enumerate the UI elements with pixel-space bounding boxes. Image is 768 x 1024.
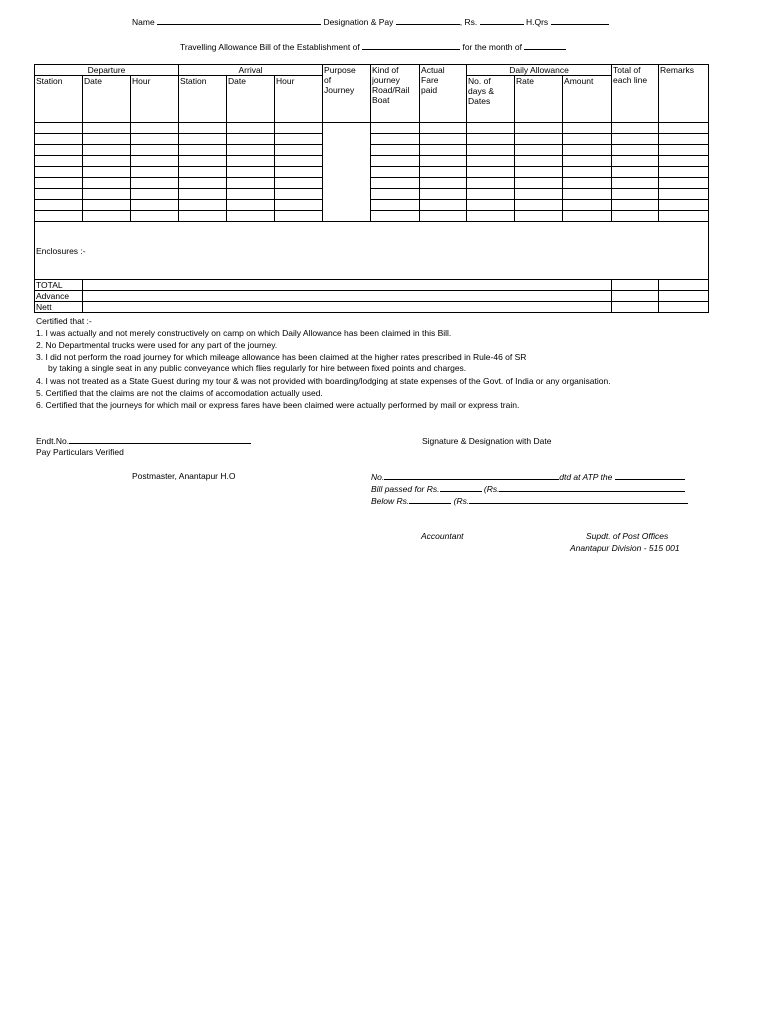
table-cell[interactable] — [35, 156, 83, 167]
nett-span[interactable] — [83, 302, 612, 313]
below-label: Below Rs. — [371, 496, 410, 506]
table-cell[interactable] — [659, 145, 709, 156]
table-cell[interactable] — [612, 200, 659, 211]
table-cell[interactable] — [275, 200, 323, 211]
bill-rs-paren: (Rs. — [483, 484, 500, 494]
table-cell[interactable] — [83, 189, 131, 200]
postmaster-label: Postmaster, Anantapur H.O — [132, 471, 236, 481]
col-remarks: Remarks — [659, 65, 709, 123]
no-field[interactable] — [384, 471, 559, 480]
table-row — [35, 145, 709, 156]
col-total-1: Total of — [613, 65, 641, 75]
table-cell[interactable] — [563, 145, 612, 156]
below-line — [371, 495, 688, 506]
no-line — [371, 471, 685, 482]
table-cell[interactable] — [35, 145, 83, 156]
table-cell[interactable] — [659, 211, 709, 222]
division-label: Anantapur Division - 515 001 — [570, 543, 680, 553]
table-cell[interactable] — [227, 178, 275, 189]
col-kind-3: Road/Rail — [372, 85, 410, 95]
table-cell[interactable] — [83, 211, 131, 222]
table-cell[interactable] — [179, 189, 227, 200]
hqrs-field[interactable] — [551, 16, 609, 25]
rs-field[interactable] — [480, 16, 524, 25]
designation-field[interactable] — [396, 16, 460, 25]
cert-item-4: 4. I was not treated as a State Guest during my tour & was not provided with boarding/lodging at state expenses of the Govt. of India or any organisation. — [36, 376, 611, 386]
table-cell[interactable] — [83, 200, 131, 211]
table-cell[interactable] — [83, 167, 131, 178]
cert-item-3b: by taking a single seat in any public conveyance which flies regularly for hire between fixed points and charges. — [48, 363, 467, 373]
nett-remarks[interactable] — [659, 302, 709, 313]
table-cell[interactable] — [563, 189, 612, 200]
table-cell[interactable] — [35, 167, 83, 178]
table-cell[interactable] — [420, 123, 467, 134]
bill-passed-line — [371, 483, 685, 494]
table-cell[interactable] — [659, 189, 709, 200]
table-cell[interactable] — [371, 178, 420, 189]
table-cell[interactable] — [131, 156, 179, 167]
date-field[interactable] — [615, 471, 685, 480]
name-label: Name — [132, 17, 155, 27]
col-purpose — [323, 65, 371, 123]
col-total — [612, 65, 659, 123]
table-cell[interactable] — [35, 178, 83, 189]
title-prefix: Travelling Allowance Bill of the Establishment of — [180, 42, 360, 52]
table-cell[interactable] — [275, 167, 323, 178]
table-cell[interactable] — [275, 178, 323, 189]
col-date: Date — [83, 76, 131, 123]
hqrs-label: H.Qrs — [525, 17, 549, 27]
table-cell[interactable] — [131, 189, 179, 200]
endt-line — [36, 435, 251, 446]
col-kind — [371, 65, 420, 123]
enclosures-row — [35, 222, 709, 280]
table-cell[interactable] — [420, 167, 467, 178]
ta-table — [34, 64, 709, 313]
table-cell[interactable] — [371, 145, 420, 156]
table-row — [35, 134, 709, 145]
table-cell[interactable] — [420, 211, 467, 222]
table-cell[interactable] — [467, 200, 515, 211]
table-cell[interactable] — [371, 189, 420, 200]
table-cell[interactable] — [371, 134, 420, 145]
total-row — [35, 280, 709, 291]
table-cell[interactable] — [131, 134, 179, 145]
table-row — [35, 189, 709, 200]
establishment-field[interactable] — [362, 41, 460, 50]
table-cell[interactable] — [83, 156, 131, 167]
group-departure: Departure — [35, 65, 179, 76]
table-row — [35, 200, 709, 211]
table-cell[interactable] — [83, 134, 131, 145]
table-cell[interactable] — [131, 123, 179, 134]
table-cell[interactable] — [131, 178, 179, 189]
table-cell[interactable] — [227, 156, 275, 167]
below-amount-field[interactable] — [409, 495, 451, 504]
table-cell[interactable] — [563, 178, 612, 189]
table-cell[interactable] — [515, 167, 563, 178]
table-cell[interactable] — [227, 134, 275, 145]
table-cell[interactable] — [563, 123, 612, 134]
table-row — [35, 211, 709, 222]
col-days-1: No. of — [468, 76, 491, 86]
col-amount: Amount — [563, 76, 612, 123]
col-fare-3: paid — [421, 85, 438, 95]
total-value[interactable] — [612, 280, 659, 291]
enclosures-label[interactable]: Enclosures :- — [35, 222, 709, 280]
group-arrival: Arrival — [179, 65, 323, 76]
table-cell[interactable] — [275, 134, 323, 145]
table-cell[interactable] — [612, 178, 659, 189]
col-date-arrival: Date — [227, 76, 275, 123]
table-cell[interactable] — [420, 156, 467, 167]
table-cell[interactable] — [515, 189, 563, 200]
table-cell[interactable] — [275, 145, 323, 156]
col-hour-arrival: Hour — [275, 76, 323, 123]
table-cell[interactable] — [659, 200, 709, 211]
table-cell[interactable] — [612, 123, 659, 134]
table-cell[interactable] — [467, 167, 515, 178]
dtd-label: dtd at ATP the — [559, 472, 613, 482]
group-daily: Daily Allowance — [467, 65, 612, 76]
table-cell[interactable] — [131, 145, 179, 156]
table-cell[interactable] — [83, 145, 131, 156]
col-days — [467, 76, 515, 123]
col-fare — [420, 65, 467, 123]
table-cell[interactable] — [227, 211, 275, 222]
title-mid: for the month of — [462, 42, 522, 52]
designation-label: Designation & Pay — [323, 17, 394, 27]
nett-value[interactable] — [612, 302, 659, 313]
table-cell[interactable] — [371, 211, 420, 222]
col-days-2: days & — [468, 86, 495, 96]
table-cell[interactable] — [467, 211, 515, 222]
col-kind-1: Kind of — [372, 65, 399, 75]
pay-verified: Pay Particulars Verified — [36, 447, 124, 457]
table-cell[interactable] — [227, 189, 275, 200]
table-cell[interactable] — [179, 167, 227, 178]
col-fare-1: Actual — [421, 65, 445, 75]
table-cell[interactable] — [131, 200, 179, 211]
total-remarks[interactable] — [659, 280, 709, 291]
bill-words-field[interactable] — [499, 483, 685, 492]
cert-item-3a: 3. I did not perform the road journey for which mileage allowance has been claimed at the higher rates prescribed in Rule-46 of SR — [36, 352, 527, 362]
table-cell[interactable] — [563, 167, 612, 178]
table-cell[interactable] — [515, 211, 563, 222]
bill-passed-label: Bill passed for Rs. — [371, 484, 440, 494]
no-label: No. — [371, 472, 385, 482]
table-cell[interactable] — [179, 123, 227, 134]
table-cell[interactable] — [275, 156, 323, 167]
advance-row — [35, 291, 709, 302]
table-cell[interactable] — [83, 178, 131, 189]
advance-remarks[interactable] — [659, 291, 709, 302]
table-cell[interactable] — [420, 200, 467, 211]
table-cell[interactable] — [179, 211, 227, 222]
col-fare-2: Fare — [421, 75, 439, 85]
table-cell[interactable] — [420, 189, 467, 200]
table-cell[interactable] — [515, 123, 563, 134]
advance-label: Advance — [35, 291, 83, 302]
table-cell[interactable] — [515, 200, 563, 211]
table-cell[interactable] — [515, 156, 563, 167]
table-cell[interactable] — [179, 178, 227, 189]
header-line — [132, 16, 609, 27]
col-purpose-1: Purpose — [324, 65, 356, 75]
table-cell[interactable] — [371, 123, 420, 134]
table-cell[interactable] — [467, 178, 515, 189]
accountant-label: Accountant — [421, 531, 464, 541]
table-cell[interactable] — [420, 178, 467, 189]
table-cell[interactable] — [659, 178, 709, 189]
table-cell[interactable] — [131, 211, 179, 222]
table-cell[interactable] — [275, 123, 323, 134]
nett-row — [35, 302, 709, 313]
table-cell[interactable] — [275, 189, 323, 200]
title-line — [180, 41, 566, 52]
cert-heading: Certified that :- — [36, 316, 92, 326]
name-field[interactable] — [157, 16, 321, 25]
table-row — [35, 167, 709, 178]
col-station: Station — [35, 76, 83, 123]
purpose-cell[interactable] — [323, 123, 371, 222]
group-header-row — [35, 65, 709, 76]
table-cell[interactable] — [612, 189, 659, 200]
table-cell[interactable] — [659, 156, 709, 167]
table-cell[interactable] — [179, 145, 227, 156]
table-cell[interactable] — [371, 200, 420, 211]
table-cell[interactable] — [227, 123, 275, 134]
table-row — [35, 156, 709, 167]
table-cell[interactable] — [612, 134, 659, 145]
total-span[interactable] — [83, 280, 612, 291]
table-cell[interactable] — [563, 156, 612, 167]
advance-value[interactable] — [612, 291, 659, 302]
table-cell[interactable] — [179, 156, 227, 167]
nett-label: Nett — [35, 302, 83, 313]
table-row — [35, 178, 709, 189]
table-cell[interactable] — [467, 134, 515, 145]
bill-amount-field[interactable] — [440, 483, 482, 492]
table-cell[interactable] — [612, 211, 659, 222]
below-rs-paren: (Rs. — [453, 496, 470, 506]
table-cell[interactable] — [515, 178, 563, 189]
rs-label: , Rs. — [459, 17, 478, 27]
cert-item-2: 2. No Departmental trucks were used for any part of the journey. — [36, 340, 278, 350]
col-kind-4: Boat — [372, 95, 390, 105]
table-cell[interactable] — [420, 145, 467, 156]
table-cell[interactable] — [467, 123, 515, 134]
endt-field[interactable] — [69, 435, 251, 444]
month-field[interactable] — [524, 41, 566, 50]
endt-label: Endt.No. — [36, 436, 70, 446]
col-kind-2: journey — [372, 75, 400, 85]
table-cell[interactable] — [467, 189, 515, 200]
table-cell[interactable] — [227, 145, 275, 156]
table-cell[interactable] — [371, 167, 420, 178]
table-cell[interactable] — [227, 200, 275, 211]
table-cell[interactable] — [275, 211, 323, 222]
col-purpose-2: of — [324, 75, 332, 85]
table-cell[interactable] — [35, 211, 83, 222]
data-rows — [35, 123, 709, 222]
table-cell[interactable] — [35, 134, 83, 145]
col-total-2: each line — [613, 75, 648, 85]
table-cell[interactable] — [131, 167, 179, 178]
col-hour: Hour — [131, 76, 179, 123]
table-cell[interactable] — [371, 156, 420, 167]
total-label: TOTAL — [35, 280, 83, 291]
col-station-arrival: Station — [179, 76, 227, 123]
table-cell[interactable] — [227, 167, 275, 178]
below-words-field[interactable] — [469, 495, 688, 504]
table-cell[interactable] — [35, 123, 83, 134]
table-cell[interactable] — [35, 189, 83, 200]
table-cell[interactable] — [612, 145, 659, 156]
table-cell[interactable] — [467, 156, 515, 167]
col-purpose-3: Journey — [324, 85, 355, 95]
table-cell[interactable] — [612, 167, 659, 178]
table-row — [35, 123, 709, 134]
table-cell[interactable] — [659, 134, 709, 145]
col-rate: Rate — [515, 76, 563, 123]
table-cell[interactable] — [563, 211, 612, 222]
table-cell[interactable] — [35, 200, 83, 211]
table-cell[interactable] — [659, 167, 709, 178]
table-cell[interactable] — [563, 134, 612, 145]
col-days-3: Dates — [468, 96, 491, 106]
advance-span[interactable] — [83, 291, 612, 302]
table-cell[interactable] — [179, 134, 227, 145]
table-cell[interactable] — [83, 123, 131, 134]
table-cell[interactable] — [563, 200, 612, 211]
supdt-label: Supdt. of Post Offices — [586, 531, 669, 541]
cert-item-5: 5. Certified that the claims are not the claims of accomodation actually used. — [36, 388, 323, 398]
table-cell[interactable] — [515, 134, 563, 145]
cert-item-1: 1. I was actually and not merely constructively on camp on which Daily Allowance has been claimed in this Bill. — [36, 328, 452, 338]
signature-label: Signature & Designation with Date — [422, 436, 552, 446]
table-cell[interactable] — [467, 145, 515, 156]
table-cell[interactable] — [179, 200, 227, 211]
table-cell[interactable] — [515, 145, 563, 156]
table-cell[interactable] — [659, 123, 709, 134]
cert-item-6: 6. Certified that the journeys for which mail or express fares have been claimed were actually performed by mail or express train. — [36, 400, 520, 410]
table-cell[interactable] — [420, 134, 467, 145]
table-cell[interactable] — [612, 156, 659, 167]
